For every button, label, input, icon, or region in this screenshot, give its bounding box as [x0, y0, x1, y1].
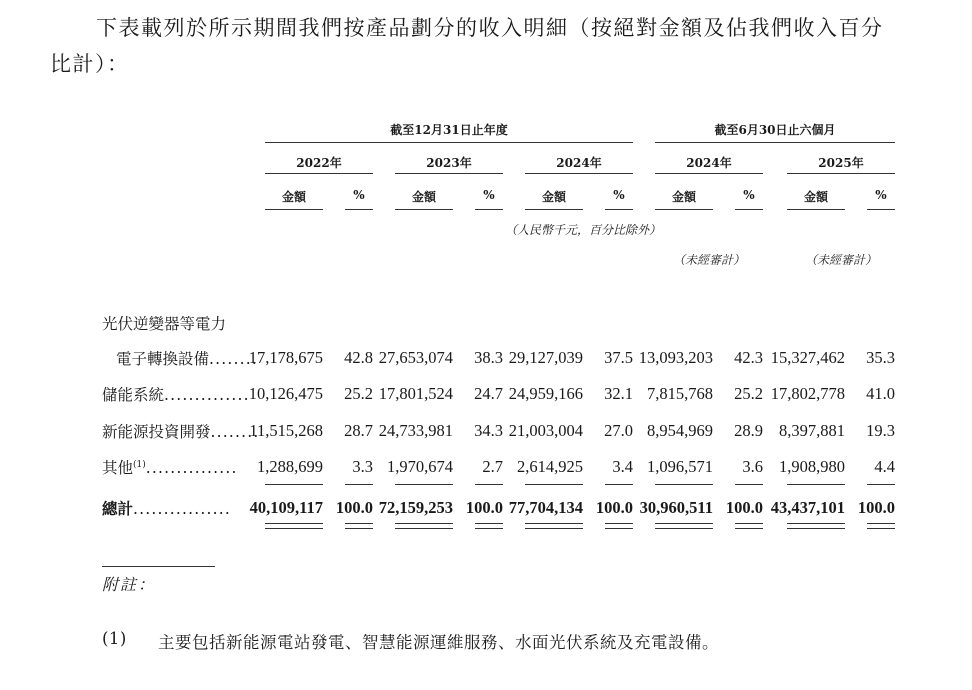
cell-pct: 3.3: [352, 457, 373, 476]
subtotal-rule: [475, 484, 503, 485]
total-double-rule: [867, 523, 895, 529]
total-label: [102, 497, 231, 519]
cell-pct: 3.4: [612, 457, 633, 476]
amount-rule: [265, 209, 323, 210]
cell-amount: 1,908,980: [779, 457, 845, 476]
amount-rule: [787, 209, 845, 210]
pct-rule: [867, 209, 895, 210]
header-half-rule: [655, 142, 895, 143]
cell-pct: 34.3: [474, 421, 503, 440]
cell-amount: 27,653,074: [378, 348, 453, 367]
intro-line-2: 比計）：: [50, 52, 130, 76]
subtotal-rule: [525, 484, 583, 485]
cell-amount: 29,127,039: [508, 348, 583, 367]
year-2024-half: 2024年: [686, 156, 732, 170]
total-pct: 100.0: [725, 498, 763, 517]
cell-amount: 15,327,462: [770, 348, 845, 367]
header-half-group: 截至6月30日止六個月: [714, 123, 836, 137]
cell-pct: 28.7: [344, 421, 373, 440]
cell-amount: 13,093,203: [638, 348, 713, 367]
total-pct: 100.0: [465, 498, 503, 517]
amount-header: 金額: [803, 190, 828, 204]
total-double-rule: [655, 523, 713, 529]
leader-dots: ...............: [145, 459, 238, 477]
row-label-text: 電子轉換設備: [116, 350, 210, 368]
cell-amount: 1,288,699: [257, 457, 323, 476]
amount-header: 金額: [411, 190, 436, 204]
total-double-rule: [787, 523, 845, 529]
amount-header: 金額: [281, 190, 306, 204]
subtotal-rule: [787, 484, 845, 485]
notes-separator: [102, 566, 215, 567]
cell-amount: 1,096,571: [647, 457, 713, 476]
cell-pct: 24.7: [474, 384, 503, 403]
unit-note: （人民幣千元，百分比除外）: [505, 223, 662, 237]
footnote-ref: (1): [133, 459, 146, 470]
year-2023: 2023年: [426, 156, 472, 170]
cell-pct: 41.0: [866, 384, 895, 403]
cell-pct: 2.7: [482, 457, 503, 476]
cell-amount: 8,397,881: [779, 421, 845, 440]
row-label: [102, 383, 250, 405]
row-label-text: 新能源投資開發: [102, 423, 211, 441]
cell-amount: 10,126,475: [248, 384, 323, 403]
row-label: [102, 420, 260, 442]
note-text: 主要包括新能源電站發電、智慧能源運維服務、水面光伏系統及充電設備。: [158, 633, 719, 652]
total-label-text: 總計: [102, 499, 134, 518]
subtotal-rule: [345, 484, 373, 485]
total-double-rule: [735, 523, 763, 529]
pct-header: %: [875, 188, 887, 202]
subtotal-rule: [605, 484, 633, 485]
total-amount: 43,437,101: [770, 498, 845, 517]
cell-amount: 17,801,524: [378, 384, 453, 403]
year-2022: 2022年: [296, 156, 342, 170]
total-pct: 100.0: [595, 498, 633, 517]
cell-pct: 27.0: [604, 421, 633, 440]
cell-pct: 42.8: [344, 348, 373, 367]
cell-amount: 24,733,981: [378, 421, 453, 440]
cell-pct: 35.3: [866, 348, 895, 367]
cell-amount: 8,954,969: [647, 421, 713, 440]
pct-header: %: [483, 188, 495, 202]
pct-header: %: [353, 188, 365, 202]
pct-rule: [475, 209, 503, 210]
year-rule: [265, 173, 373, 174]
row-label-text: 其他: [102, 459, 134, 477]
total-double-rule: [605, 523, 633, 529]
subtotal-rule: [655, 484, 713, 485]
year-2024: 2024年: [556, 156, 602, 170]
year-rule: [525, 173, 633, 174]
cell-amount: 11,515,268: [249, 421, 323, 440]
pct-rule: [345, 209, 373, 210]
amount-header: 金額: [671, 190, 696, 204]
intro-line-1: 下表載列於所示期間我們按產品劃分的收入明細（按絕對金額及佔我們收入百分: [96, 16, 884, 40]
leader-dots: ........: [209, 350, 259, 368]
unaudited-note-2024: （未經審計）: [672, 253, 745, 267]
note-marker: (1): [102, 629, 127, 648]
leader-dots: ........: [210, 423, 260, 441]
cell-pct: 25.2: [344, 384, 373, 403]
cell-amount: 21,003,004: [508, 421, 583, 440]
cell-amount: 7,815,768: [647, 384, 713, 403]
total-amount: 77,704,134: [508, 498, 583, 517]
header-annual-group: 截至12月31日止年度: [390, 123, 508, 137]
cell-pct: 38.3: [474, 348, 503, 367]
cell-pct: 28.9: [734, 421, 763, 440]
cell-pct: 4.4: [874, 457, 895, 476]
cell-amount: 24,959,166: [508, 384, 583, 403]
pct-rule: [605, 209, 633, 210]
row-label: [102, 456, 238, 478]
total-amount: 30,960,511: [639, 498, 713, 517]
unaudited-note-2025: （未經審計）: [804, 253, 877, 267]
cell-pct: 42.3: [734, 348, 763, 367]
row-label: [116, 347, 258, 369]
cell-pct: 32.1: [604, 384, 633, 403]
year-2025-half: 2025年: [818, 156, 864, 170]
pct-header: %: [613, 188, 625, 202]
leader-dots: ..............: [164, 386, 250, 404]
pct-rule: [735, 209, 763, 210]
total-pct: 100.0: [335, 498, 373, 517]
total-pct: 100.0: [857, 498, 895, 517]
subtotal-rule: [395, 484, 453, 485]
cell-pct: 19.3: [866, 421, 895, 440]
total-double-rule: [395, 523, 453, 529]
total-amount: 40,109,117: [249, 498, 323, 517]
row-label-text: 儲能系統: [102, 386, 165, 404]
amount-rule: [525, 209, 583, 210]
year-rule: [655, 173, 763, 174]
cell-pct: 3.6: [742, 457, 763, 476]
header-annual-rule: [265, 142, 633, 143]
cell-amount: 17,802,778: [770, 384, 845, 403]
year-rule: [395, 173, 503, 174]
category-label: 光伏逆變器等電力: [102, 315, 227, 333]
year-rule: [787, 173, 895, 174]
amount-rule: [655, 209, 713, 210]
cell-pct: 25.2: [734, 384, 763, 403]
pct-header: %: [743, 188, 755, 202]
total-double-rule: [525, 523, 583, 529]
notes-heading: 附註：: [102, 575, 157, 594]
cell-amount: 2,614,925: [517, 457, 583, 476]
total-double-rule: [475, 523, 503, 529]
cell-pct: 37.5: [604, 348, 633, 367]
subtotal-rule: [735, 484, 763, 485]
total-double-rule: [345, 523, 373, 529]
subtotal-rule: [265, 484, 323, 485]
subtotal-rule: [867, 484, 895, 485]
leader-dots: ................: [133, 500, 232, 518]
amount-header: 金額: [541, 190, 566, 204]
amount-rule: [395, 209, 453, 210]
total-double-rule: [265, 523, 323, 529]
cell-amount: 1,970,674: [387, 457, 453, 476]
total-amount: 72,159,253: [378, 498, 453, 517]
cell-amount: 17,178,675: [248, 348, 323, 367]
